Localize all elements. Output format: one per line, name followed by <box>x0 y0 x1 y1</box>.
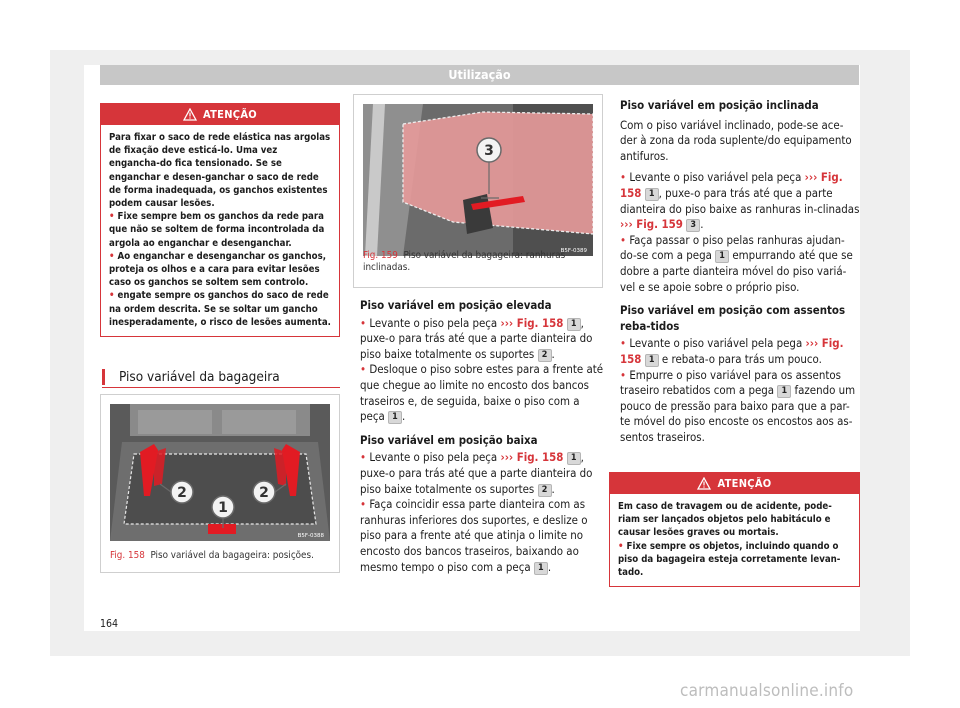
section-marker <box>102 369 105 385</box>
instruction-bullet: • Faça coincidir essa parte dianteira com as ranhuras inferiores dos suportes, e deslize o piso para a frente até que atinja o limite no encosto dos bancos traseiros, baixando ao mesmo tempo o piso com a peça 1 . <box>360 497 588 574</box>
warning-paragraph: Em caso de travagem ou de acidente, pode-riam ser lançados objetos pelo habitáculo e causar lesões graves ou mortais. <box>618 501 832 539</box>
warning-paragraph: Para fixar o saco de rede elástica nas argolas de fixação deve esticá-lo. Uma vez engancha-do fica tensionado. Se se enganchar e desen-ganchar o saco de rede de forma inadequada, os ganchos existentes podem causar lesões. <box>109 132 331 210</box>
warning-label: ATENÇÃO <box>202 108 258 121</box>
warning-box-1 <box>100 103 340 337</box>
warning-triangle-icon <box>697 477 711 490</box>
figure-label: Fig. 159 <box>363 250 398 261</box>
instruction-bullet: • Faça passar o piso pelas ranhuras ajudan-do-se com a pega 1 empurrando até que se dobre a parte dianteira móvel do piso variá-vel e se apoie sobre o próprio piso. <box>620 232 853 294</box>
warning-header <box>610 473 859 494</box>
part-number-badge: 1 <box>715 250 729 263</box>
callout-2: 2 <box>177 485 187 501</box>
part-number-badge: 2 <box>538 349 552 362</box>
figure-159 <box>353 94 603 288</box>
part-number-badge: 1 <box>567 452 581 465</box>
figure-label: Fig. 158 <box>110 550 145 561</box>
subheading: Piso variável em posição elevada <box>360 298 552 312</box>
trunk-slot-illustration <box>363 104 593 256</box>
trunk-floor-illustration <box>110 404 330 541</box>
part-number-badge: 1 <box>777 385 791 398</box>
callout-3: 3 <box>484 143 494 159</box>
warning-bullet: • Ao enganchar e desenganchar os ganchos, proteja os olhos e a cara para evitar lesões caso os ganchos se soltem sem controlo. <box>109 250 327 289</box>
instruction-bullet: • Levante o piso variável pela pega ››› Fig. 158 1 e rebata-o para trás um pouco. <box>620 336 844 366</box>
paragraph: Com o piso variável inclinado, pode-se ace-der à zona da roda suplente/do equipamento antifuros. <box>620 117 852 163</box>
part-number-badge: 1 <box>534 562 548 575</box>
instruction-bullet: • Levante o piso variável pela peça ››› Fig. 158 1 , puxe-o para trás até que a parte dianteira do piso baixe as ranhuras in-clinadas ››› Fig. 159 3 . <box>620 170 860 232</box>
figure-code: B5F-0388 <box>297 533 324 539</box>
right-column-text <box>620 98 860 445</box>
part-number-badge: 2 <box>538 484 552 497</box>
part-number-badge: 1 <box>645 188 659 201</box>
warning-bullet: • Fixe sempre bem os ganchos da rede para que não se soltem de forma incontrolada da argola ao enganchar e desenganchar. <box>109 211 325 249</box>
part-number-badge: 1 <box>567 318 581 331</box>
middle-column-text <box>360 298 606 575</box>
figure-caption <box>110 550 334 562</box>
warning-triangle-icon <box>183 108 197 121</box>
part-number-badge: 1 <box>388 411 402 424</box>
figure-158 <box>100 394 340 573</box>
part-number-badge: 3 <box>686 219 700 232</box>
instruction-bullet: • Empurre o piso variável para os assentos traseiro rebatidos com a pega 1 fazendo um pouco de pressão para baixo para que a par-te móvel do piso encoste os encostos aos as-sentos traseiros. <box>620 367 856 444</box>
subheading: Piso variável em posição com assentos reba-tidos <box>620 303 846 333</box>
figure-caption <box>363 250 595 275</box>
warning-bullet: • Fixe sempre os objetos, incluindo quando o piso da bagageira esteja corretamente levan-tado. <box>618 540 841 579</box>
chapter-header: Utilização <box>100 65 859 85</box>
watermark: carmanualsonline.info <box>680 681 854 701</box>
warning-text <box>610 494 859 586</box>
instruction-bullet: • Levante o piso pela peça ››› Fig. 158 1 , puxe-o para trás até que a parte dianteira do piso baixe totalmente os suportes 2 . <box>360 450 593 496</box>
warning-text <box>101 125 339 336</box>
section-divider <box>102 387 340 388</box>
figure-caption-text: Piso variável da bagageira: ranhuras inclinadas. <box>363 250 566 274</box>
subheading: Piso variável em posição baixa <box>360 432 538 447</box>
warning-bullet: • engate sempre os ganchos do saco de rede na ordem descrita. Se se soltar um gancho inesperadamente, o risco de lesões aumenta. <box>109 290 331 328</box>
instruction-bullet: • Desloque o piso sobre estes para a frente até que chegue ao limite no encosto dos bancos traseiros e, de seguida, baixe o piso com a peça 1 . <box>360 362 604 424</box>
callout-1: 1 <box>218 500 228 516</box>
subheading: Piso variável em posição inclinada <box>620 98 819 112</box>
figure-code: B5F-0389 <box>560 248 587 254</box>
part-number-badge: 1 <box>645 354 659 367</box>
instruction-bullet: • Levante o piso pela peça ››› Fig. 158 1 , puxe-o para trás até que a parte dianteira do piso baixe totalmente os suportes 2 . <box>360 315 593 361</box>
section-title: Piso variável da bagageira <box>119 369 280 385</box>
figure-caption-text: Piso variável da bagageira: posições. <box>150 550 314 561</box>
callout-2: 2 <box>259 485 269 501</box>
warning-header <box>101 104 339 125</box>
figure-159-image <box>363 104 593 256</box>
warning-box-2 <box>609 472 860 587</box>
warning-label: ATENÇÃO <box>717 477 772 490</box>
page-number: 164 <box>100 618 119 630</box>
figure-158-image <box>110 404 330 541</box>
